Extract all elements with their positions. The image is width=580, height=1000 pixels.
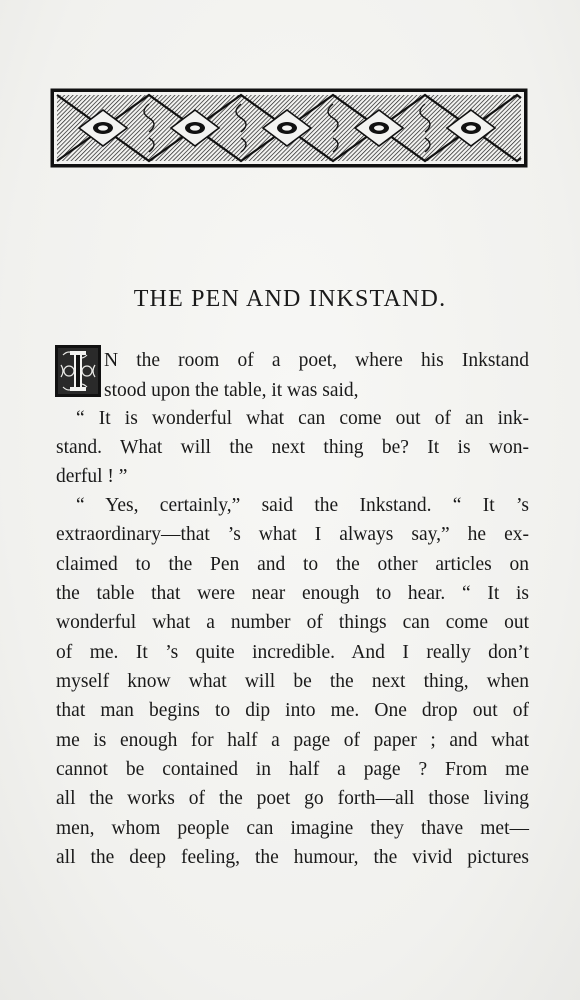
text-line: men, whom people can imagine they thave met—	[56, 818, 529, 839]
text-line: N the room of a poet, where his Inkstand	[104, 350, 529, 371]
text-line: claimed to the Pen and to the other articles on	[56, 554, 529, 575]
text-line: extraordinary—that ’s what I always say,” he ex-	[56, 524, 529, 545]
ornamental-headpiece-icon	[50, 88, 528, 168]
text-line: stand. What will the next thing be? It is won-	[56, 437, 529, 458]
text-line: the table that were near enough to hear. “ It is	[56, 583, 529, 604]
text-line: wonderful what a number of things can come out	[56, 612, 529, 633]
text-line: derful ! ”	[56, 466, 128, 487]
text-line: stood upon the table, it was said,	[104, 380, 359, 401]
text-line: “ It is wonderful what can come out of an ink-	[76, 408, 529, 429]
decorated-initial-icon	[55, 345, 101, 397]
text-line: me is enough for half a page of paper ; and what	[56, 730, 529, 751]
text-line: all the deep feeling, the humour, the vivid pictures	[56, 847, 529, 868]
text-line: all the works of the poet go forth—all those living	[56, 788, 529, 809]
text-line: cannot be contained in half a page ? From me	[56, 759, 529, 780]
text-line: “ Yes, certainly,” said the Inkstand. “ It ’s	[76, 495, 529, 516]
chapter-title: THE PEN AND INKSTAND.	[133, 286, 447, 312]
text-line: that man begins to dip into me. One drop out of	[56, 700, 529, 721]
text-line: of me. It ’s quite incredible. And I really don’t	[56, 642, 529, 663]
text-line: myself know what will be the next thing, when	[56, 671, 529, 692]
